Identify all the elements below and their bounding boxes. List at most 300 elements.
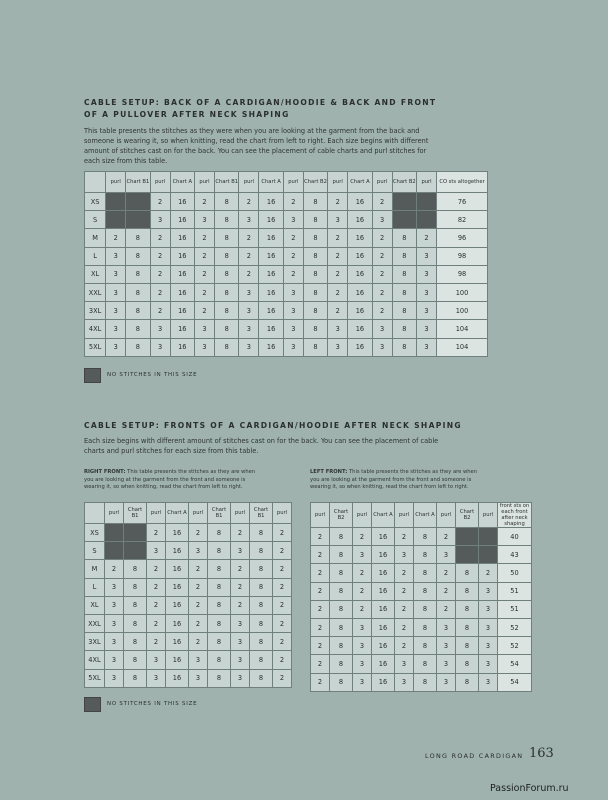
size-cell: XS (85, 524, 105, 542)
table-cell: 3 (479, 673, 498, 691)
column-header: CO sts altogether (437, 172, 488, 193)
table-cell: 2 (353, 564, 372, 582)
table-row (311, 546, 532, 564)
table-cell: 3 (231, 651, 250, 669)
table-cell: 2 (147, 560, 166, 578)
table-cell: 16 (166, 542, 189, 560)
table-cell: 16 (348, 247, 372, 265)
table-cell: 3 (106, 265, 126, 283)
table-cell: 16 (259, 211, 283, 229)
table-cell: 8 (124, 560, 147, 578)
table-cell: 3 (231, 542, 250, 560)
column-header: Chart B2 (456, 503, 479, 528)
table-cell: 3 (194, 338, 214, 356)
table-row (85, 229, 488, 247)
table-cell: 76 (437, 193, 488, 211)
table-cell: 8 (215, 193, 239, 211)
watermark: PassionForum.ru (490, 783, 569, 794)
table-cell: 2 (189, 560, 208, 578)
table-cell: 3 (395, 673, 414, 691)
table-cell: 8 (456, 564, 479, 582)
table-cell: 3 (353, 618, 372, 636)
table-cell: 2 (273, 542, 292, 560)
table-row (85, 578, 292, 596)
table-cell: 2 (311, 673, 330, 691)
table-cell: 8 (303, 229, 327, 247)
table-cell: 2 (311, 528, 330, 546)
table-row (85, 560, 292, 578)
table-cell: 3 (479, 618, 498, 636)
table-cell: 3 (353, 637, 372, 655)
table-cell: 8 (126, 338, 150, 356)
right-front-label: RIGHT FRONT: (84, 469, 126, 475)
table-cell: 8 (330, 618, 353, 636)
table-cell: 2 (194, 229, 214, 247)
table-cell: 8 (124, 651, 147, 669)
table-cell: 16 (259, 302, 283, 320)
table-cell: 3 (353, 546, 372, 564)
table-cell: 16 (348, 283, 372, 301)
column-header: purl (416, 172, 436, 193)
table-cell: 8 (208, 651, 231, 669)
table-cell: 2 (353, 600, 372, 618)
table-cell: 16 (348, 320, 372, 338)
no-stitch-cell (106, 211, 126, 229)
column-header: purl (328, 172, 348, 193)
table-cell: 16 (170, 338, 194, 356)
size-cell: XL (85, 265, 106, 283)
table-cell: 54 (498, 655, 532, 673)
table-cell: 2 (150, 229, 170, 247)
table-cell: 2 (437, 600, 456, 618)
table-cell: 8 (330, 637, 353, 655)
table-row (85, 283, 488, 301)
table-cell: 98 (437, 265, 488, 283)
note-line: This table presents the stitches as they are when (349, 469, 477, 475)
size-cell: M (85, 229, 106, 247)
intro-line: charts and purl stitches for each size from this table. (84, 447, 259, 455)
table-row (85, 633, 292, 651)
table-cell: 2 (147, 596, 166, 614)
table-cell: 2 (372, 247, 392, 265)
table-cell: 2 (239, 229, 259, 247)
no-stitch-cell (126, 193, 150, 211)
table-cell: 8 (208, 542, 231, 560)
table-cell: 8 (392, 320, 416, 338)
table-cell: 3 (239, 211, 259, 229)
no-stitch-cell (456, 546, 479, 564)
table-cell: 8 (215, 211, 239, 229)
table-cell: 3 (239, 320, 259, 338)
column-header: purl (437, 503, 456, 528)
note-line: you are looking at the garment from the front and someone is (84, 476, 246, 483)
column-header: purl (372, 172, 392, 193)
table-cell: 16 (259, 338, 283, 356)
table-cell: 3 (479, 637, 498, 655)
table-cell: 16 (166, 596, 189, 614)
table-cell: 16 (170, 302, 194, 320)
no-stitch-cell (105, 542, 124, 560)
table-cell: 3 (231, 633, 250, 651)
table-cell: 8 (414, 637, 437, 655)
table-row (311, 673, 532, 691)
table-cell: 2 (437, 564, 456, 582)
table-cell: 2 (311, 618, 330, 636)
table-cell: 8 (215, 320, 239, 338)
table-cell: 2 (273, 560, 292, 578)
column-header: Chart A (348, 172, 372, 193)
section1-title-line1: CABLE SETUP: BACK OF A CARDIGAN/HOODIE & BACK AND FRONT (84, 98, 437, 107)
table-cell: 8 (126, 247, 150, 265)
table-cell: 3 (147, 651, 166, 669)
table-cell: 8 (456, 600, 479, 618)
size-cell: M (85, 560, 105, 578)
table-cell: 3 (372, 338, 392, 356)
table-cell: 100 (437, 283, 488, 301)
table-cell: 2 (372, 265, 392, 283)
table-cell: 3 (283, 320, 303, 338)
header-row (85, 503, 292, 524)
table-cell: 8 (208, 669, 231, 687)
column-header: purl (479, 503, 498, 528)
section1-title-line2: OF A PULLOVER AFTER NECK SHAPING (84, 110, 290, 119)
table-cell: 2 (239, 247, 259, 265)
table-cell: 16 (372, 564, 395, 582)
table-cell: 8 (250, 542, 273, 560)
table-cell: 3 (105, 596, 124, 614)
table-cell: 16 (259, 265, 283, 283)
table-cell: 2 (328, 283, 348, 301)
table-cell: 16 (166, 669, 189, 687)
table-cell: 16 (170, 320, 194, 338)
no-stitch-cell (456, 528, 479, 546)
table-cell: 104 (437, 338, 488, 356)
table-cell: 2 (328, 229, 348, 247)
right-front-table (84, 502, 292, 688)
column-header: purl (194, 172, 214, 193)
size-cell: 3XL (85, 633, 105, 651)
table-cell: 8 (414, 655, 437, 673)
table-cell: 16 (170, 229, 194, 247)
table-cell: 8 (392, 265, 416, 283)
no-stitch-cell (126, 211, 150, 229)
table-cell: 3 (150, 320, 170, 338)
table-cell: 3 (106, 247, 126, 265)
size-cell: 4XL (85, 320, 106, 338)
table-cell: 2 (311, 564, 330, 582)
table-cell: 3 (437, 655, 456, 673)
table-cell: 16 (372, 528, 395, 546)
table-cell: 8 (303, 247, 327, 265)
table-cell: 8 (414, 673, 437, 691)
table-cell: 3 (395, 655, 414, 673)
table-cell: 3 (106, 338, 126, 356)
table-cell: 8 (303, 283, 327, 301)
table-cell: 2 (437, 582, 456, 600)
column-header: Chart A (414, 503, 437, 528)
column-header: Chart B1 (126, 172, 150, 193)
table-cell: 2 (273, 614, 292, 632)
no-stitch-cell (124, 524, 147, 542)
table-cell: 8 (250, 633, 273, 651)
table-cell: 8 (330, 564, 353, 582)
table-cell: 8 (414, 582, 437, 600)
table-cell: 2 (239, 265, 259, 283)
column-header (85, 503, 105, 524)
table-cell: 8 (208, 596, 231, 614)
table-cell: 2 (311, 582, 330, 600)
table-cell: 16 (348, 193, 372, 211)
column-header: purl (283, 172, 303, 193)
table-cell: 3 (283, 211, 303, 229)
column-header: purl (395, 503, 414, 528)
table-cell: 8 (303, 302, 327, 320)
table-cell: 8 (250, 596, 273, 614)
table-cell: 2 (372, 283, 392, 301)
table-cell: 16 (170, 247, 194, 265)
table-cell: 98 (437, 247, 488, 265)
intro-line: each size from this table. (84, 157, 168, 165)
table-cell: 16 (372, 546, 395, 564)
table-row (311, 600, 532, 618)
table-cell: 2 (283, 229, 303, 247)
table-cell: 8 (392, 229, 416, 247)
table-cell: 8 (456, 582, 479, 600)
column-header: Chart A (170, 172, 194, 193)
table-cell: 2 (479, 564, 498, 582)
header-row (311, 503, 532, 528)
table-cell: 2 (328, 247, 348, 265)
table-row (85, 265, 488, 283)
table-cell: 8 (330, 582, 353, 600)
table-cell: 3 (372, 320, 392, 338)
table-cell: 16 (166, 633, 189, 651)
table-cell: 8 (303, 193, 327, 211)
table-cell: 8 (208, 578, 231, 596)
table-cell: 3 (239, 302, 259, 320)
table-cell: 16 (372, 673, 395, 691)
table-cell: 2 (395, 564, 414, 582)
table-cell: 3 (189, 651, 208, 669)
table-cell: 40 (498, 528, 532, 546)
table-cell: 8 (456, 673, 479, 691)
table-cell: 8 (392, 302, 416, 320)
table-cell: 8 (414, 618, 437, 636)
table-cell: 16 (372, 655, 395, 673)
table-cell: 8 (303, 338, 327, 356)
size-cell: XXL (85, 614, 105, 632)
table-cell: 3 (353, 655, 372, 673)
table-cell: 8 (215, 247, 239, 265)
table-cell: 2 (395, 618, 414, 636)
table-cell: 8 (126, 229, 150, 247)
table-cell: 3 (353, 673, 372, 691)
table-cell: 3 (239, 338, 259, 356)
table-cell: 54 (498, 673, 532, 691)
column-header: Chart B1 (250, 503, 273, 524)
table-row (311, 637, 532, 655)
table-cell: 8 (215, 302, 239, 320)
table-cell: 8 (250, 614, 273, 632)
table-cell: 3 (150, 338, 170, 356)
section2-intro (84, 436, 514, 456)
table-cell: 3 (106, 283, 126, 301)
column-header (85, 172, 106, 193)
table-cell: 2 (273, 633, 292, 651)
table-row (311, 564, 532, 582)
table-cell: 3 (150, 211, 170, 229)
table-cell: 8 (456, 618, 479, 636)
table-cell: 8 (208, 614, 231, 632)
table-cell: 2 (194, 283, 214, 301)
no-stitch-cell (106, 193, 126, 211)
table-cell: 16 (166, 651, 189, 669)
table-cell: 3 (147, 669, 166, 687)
column-header: purl (231, 503, 250, 524)
table-row (85, 211, 488, 229)
table-cell: 8 (208, 560, 231, 578)
size-cell: XS (85, 193, 106, 211)
table-cell: 8 (456, 637, 479, 655)
table-cell: 3 (416, 247, 436, 265)
size-cell: XL (85, 596, 105, 614)
column-header: Chart A (372, 503, 395, 528)
column-header: purl (311, 503, 330, 528)
table-cell: 3 (105, 651, 124, 669)
table-cell: 16 (348, 338, 372, 356)
table-cell: 2 (283, 193, 303, 211)
size-cell: S (85, 542, 105, 560)
table-cell: 51 (498, 600, 532, 618)
table-cell: 8 (215, 283, 239, 301)
table-cell: 8 (215, 338, 239, 356)
table-cell: 3 (283, 283, 303, 301)
left-front-table (310, 502, 532, 692)
column-header: Chart B1 (215, 172, 239, 193)
table-cell: 3 (328, 211, 348, 229)
table-cell: 16 (259, 247, 283, 265)
left-front-note (310, 469, 525, 492)
column-header: Chart B1 (124, 503, 147, 524)
size-cell: 5XL (85, 338, 106, 356)
size-cell: S (85, 211, 106, 229)
table-cell: 2 (283, 247, 303, 265)
table-cell: 3 (479, 655, 498, 673)
table-cell: 2 (150, 283, 170, 301)
column-header: front sts on each front after neck shaping (498, 503, 532, 528)
table-cell: 8 (208, 524, 231, 542)
table-cell: 3 (106, 320, 126, 338)
table-cell: 2 (311, 655, 330, 673)
table-cell: 2 (194, 302, 214, 320)
table-cell: 2 (328, 265, 348, 283)
table-cell: 3 (189, 542, 208, 560)
table-cell: 2 (189, 633, 208, 651)
size-cell: L (85, 247, 106, 265)
table-cell: 8 (392, 283, 416, 301)
table-cell: 8 (414, 600, 437, 618)
table-cell: 3 (283, 302, 303, 320)
size-cell: 5XL (85, 669, 105, 687)
intro-line: amount of stitches cast on for the back. You can see the placement of cable charts and purl stitches for (84, 147, 427, 155)
intro-line: This table presents the stitches as they were when you are looking at the garment from the back and (84, 127, 420, 135)
table-cell: 3 (416, 338, 436, 356)
size-cell: XXL (85, 283, 106, 301)
note-line: wearing it, so when knitting, read the chart from left to right. (84, 484, 243, 490)
table-cell: 3 (194, 211, 214, 229)
no-stitches-swatch (84, 368, 101, 383)
table-cell: 2 (395, 528, 414, 546)
column-header: purl (239, 172, 259, 193)
intro-line: Each size begins with different amount of stitches cast on for the back. You can see the placement of cable (84, 437, 439, 445)
table-cell: 16 (166, 560, 189, 578)
table-cell: 2 (395, 582, 414, 600)
table-cell: 16 (166, 614, 189, 632)
note-line: wearing it, so when knitting, read the chart from left to right. (310, 484, 469, 490)
table-cell: 2 (147, 614, 166, 632)
table-cell: 2 (150, 193, 170, 211)
column-header: purl (150, 172, 170, 193)
no-stitch-cell (479, 528, 498, 546)
table-cell: 16 (166, 578, 189, 596)
table-cell: 8 (303, 265, 327, 283)
table-cell: 3 (437, 618, 456, 636)
column-header: Chart B2 (303, 172, 327, 193)
table-cell: 2 (353, 528, 372, 546)
table-row (85, 542, 292, 560)
table-cell: 3 (105, 614, 124, 632)
table-cell: 3 (147, 542, 166, 560)
table-cell: 2 (273, 651, 292, 669)
table-cell: 2 (437, 528, 456, 546)
table-cell: 96 (437, 229, 488, 247)
table-cell: 2 (273, 524, 292, 542)
table-row (85, 669, 292, 687)
table-cell: 2 (353, 582, 372, 600)
table-cell: 8 (215, 265, 239, 283)
table-cell: 2 (150, 302, 170, 320)
column-header: Chart B2 (392, 172, 416, 193)
table-cell: 8 (126, 265, 150, 283)
table-cell: 2 (311, 637, 330, 655)
table-cell: 8 (456, 655, 479, 673)
table-cell: 8 (126, 302, 150, 320)
table-cell: 3 (479, 582, 498, 600)
table-cell: 8 (330, 546, 353, 564)
table-cell: 2 (189, 614, 208, 632)
table-cell: 2 (372, 193, 392, 211)
table-cell: 2 (416, 229, 436, 247)
table-cell: 2 (231, 560, 250, 578)
table-cell: 2 (150, 265, 170, 283)
table-cell: 8 (392, 338, 416, 356)
right-front-note (84, 469, 299, 492)
table-cell: 8 (124, 633, 147, 651)
table-cell: 8 (250, 669, 273, 687)
table-cell: 2 (194, 247, 214, 265)
page-number: 163 (529, 746, 554, 761)
table-cell: 8 (250, 560, 273, 578)
size-cell: 3XL (85, 302, 106, 320)
table-cell: 16 (372, 582, 395, 600)
table-cell: 3 (231, 614, 250, 632)
table-cell: 8 (250, 578, 273, 596)
table-cell: 3 (194, 320, 214, 338)
header-row (85, 172, 488, 193)
table-cell: 16 (348, 265, 372, 283)
table-row (85, 596, 292, 614)
table-cell: 2 (273, 669, 292, 687)
